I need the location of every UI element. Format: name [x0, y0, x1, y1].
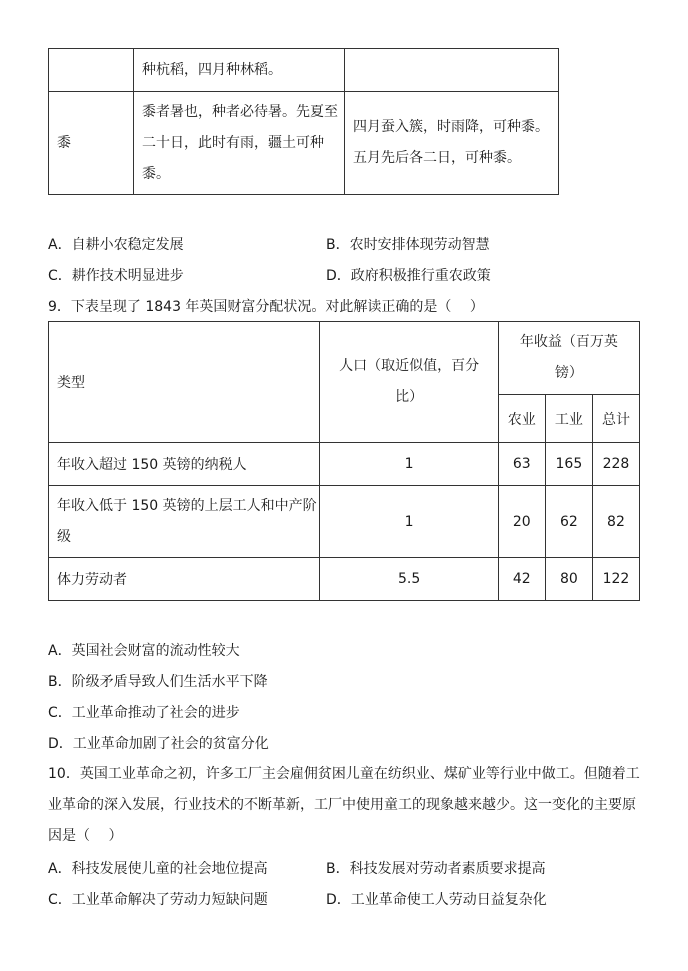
- option-c: C．工业革命解决了劳动力短缺问题: [48, 892, 268, 908]
- header-population: [320, 322, 498, 443]
- row-total: 228: [592, 443, 639, 486]
- header-total: 总计: [592, 395, 639, 443]
- question-line: 因是（ ）: [48, 828, 123, 844]
- cell-line: 年收入超过 150 英镑的纳税人: [57, 457, 247, 473]
- row-type: [49, 486, 320, 558]
- option-b: B．科技发展对劳动者素质要求提高: [326, 861, 546, 877]
- row-population: 1: [320, 486, 498, 558]
- header-line: 年收益（百万英: [519, 334, 618, 350]
- option-c: C．耕作技术明显进步: [48, 268, 184, 284]
- header-income: [498, 322, 639, 395]
- header-line: 镑）: [554, 365, 583, 381]
- option-b: B．农时安排体现劳动智慧: [326, 237, 490, 253]
- option-d: D．工业革命加剧了社会的贫富分化: [48, 736, 269, 752]
- row-agriculture: 63: [498, 443, 545, 486]
- question-9: 9．下表呈现了 1843 年英国财富分配状况。对此解读正确的是（ ）: [48, 299, 484, 315]
- cell-line: 黍者暑也，种者必待暑。先夏至: [142, 103, 338, 120]
- header-agriculture: 农业: [498, 395, 545, 443]
- row-type: [49, 443, 320, 486]
- row-type: [49, 558, 320, 601]
- option-a: A．科技发展使儿童的社会地位提高: [48, 861, 268, 877]
- header-type: 类型: [49, 322, 320, 443]
- cell-line: 黍。: [142, 165, 170, 182]
- table-cell: 黍: [49, 92, 134, 195]
- row-industry: 80: [545, 558, 592, 601]
- table-cell: [49, 49, 134, 92]
- cell-line: 五月先后各二日，可种黍。: [353, 150, 521, 166]
- question-10: [48, 759, 648, 852]
- row-industry: 62: [545, 486, 592, 558]
- table-cell: [345, 92, 559, 195]
- option-a: A．自耕小农稳定发展: [48, 237, 184, 253]
- question-line: 10．英国工业革命之初，许多工厂主会雇佣贫困儿童在纺织业、煤矿业等行业中做工。但随着工: [48, 766, 640, 782]
- header-line: 人口（取近似值，百分: [339, 358, 480, 374]
- option-d: D．政府积极推行重农政策: [326, 268, 491, 284]
- header-industry: 工业: [545, 395, 592, 443]
- row-population: 1: [320, 443, 498, 486]
- cell-line: 年收入低于 150 英镑的上层工人和中产阶: [57, 497, 317, 514]
- cell-line: 体力劳动者: [57, 572, 127, 588]
- cell-line: 级: [57, 528, 71, 545]
- table-cell: [345, 49, 559, 92]
- row-agriculture: 20: [498, 486, 545, 558]
- row-total: 122: [592, 558, 639, 601]
- crop-table: [48, 48, 559, 195]
- table-cell: [134, 92, 345, 195]
- option-c: C．工业革命推动了社会的进步: [48, 705, 240, 721]
- wealth-table: [48, 321, 640, 601]
- cell-line: 四月蚕入簇，时雨降，可种黍。: [353, 119, 549, 135]
- option-d: D．工业革命使工人劳动日益复杂化: [326, 892, 547, 908]
- option-b: B．阶级矛盾导致人们生活水平下降: [48, 674, 268, 690]
- cell-line: 二十日，此时有雨，疆土可种: [142, 134, 324, 151]
- table-cell: 种杭稻，四月种林稻。: [134, 49, 345, 92]
- question-line: 业革命的深入发展，行业技术的不断革新，工厂中使用童工的现象越来越少。这一变化的主要原: [48, 797, 636, 813]
- row-agriculture: 42: [498, 558, 545, 601]
- row-industry: 165: [545, 443, 592, 486]
- option-a: A．英国社会财富的流动性较大: [48, 643, 240, 659]
- row-population: 5.5: [320, 558, 498, 601]
- row-total: 82: [592, 486, 639, 558]
- header-line: 比）: [395, 389, 424, 405]
